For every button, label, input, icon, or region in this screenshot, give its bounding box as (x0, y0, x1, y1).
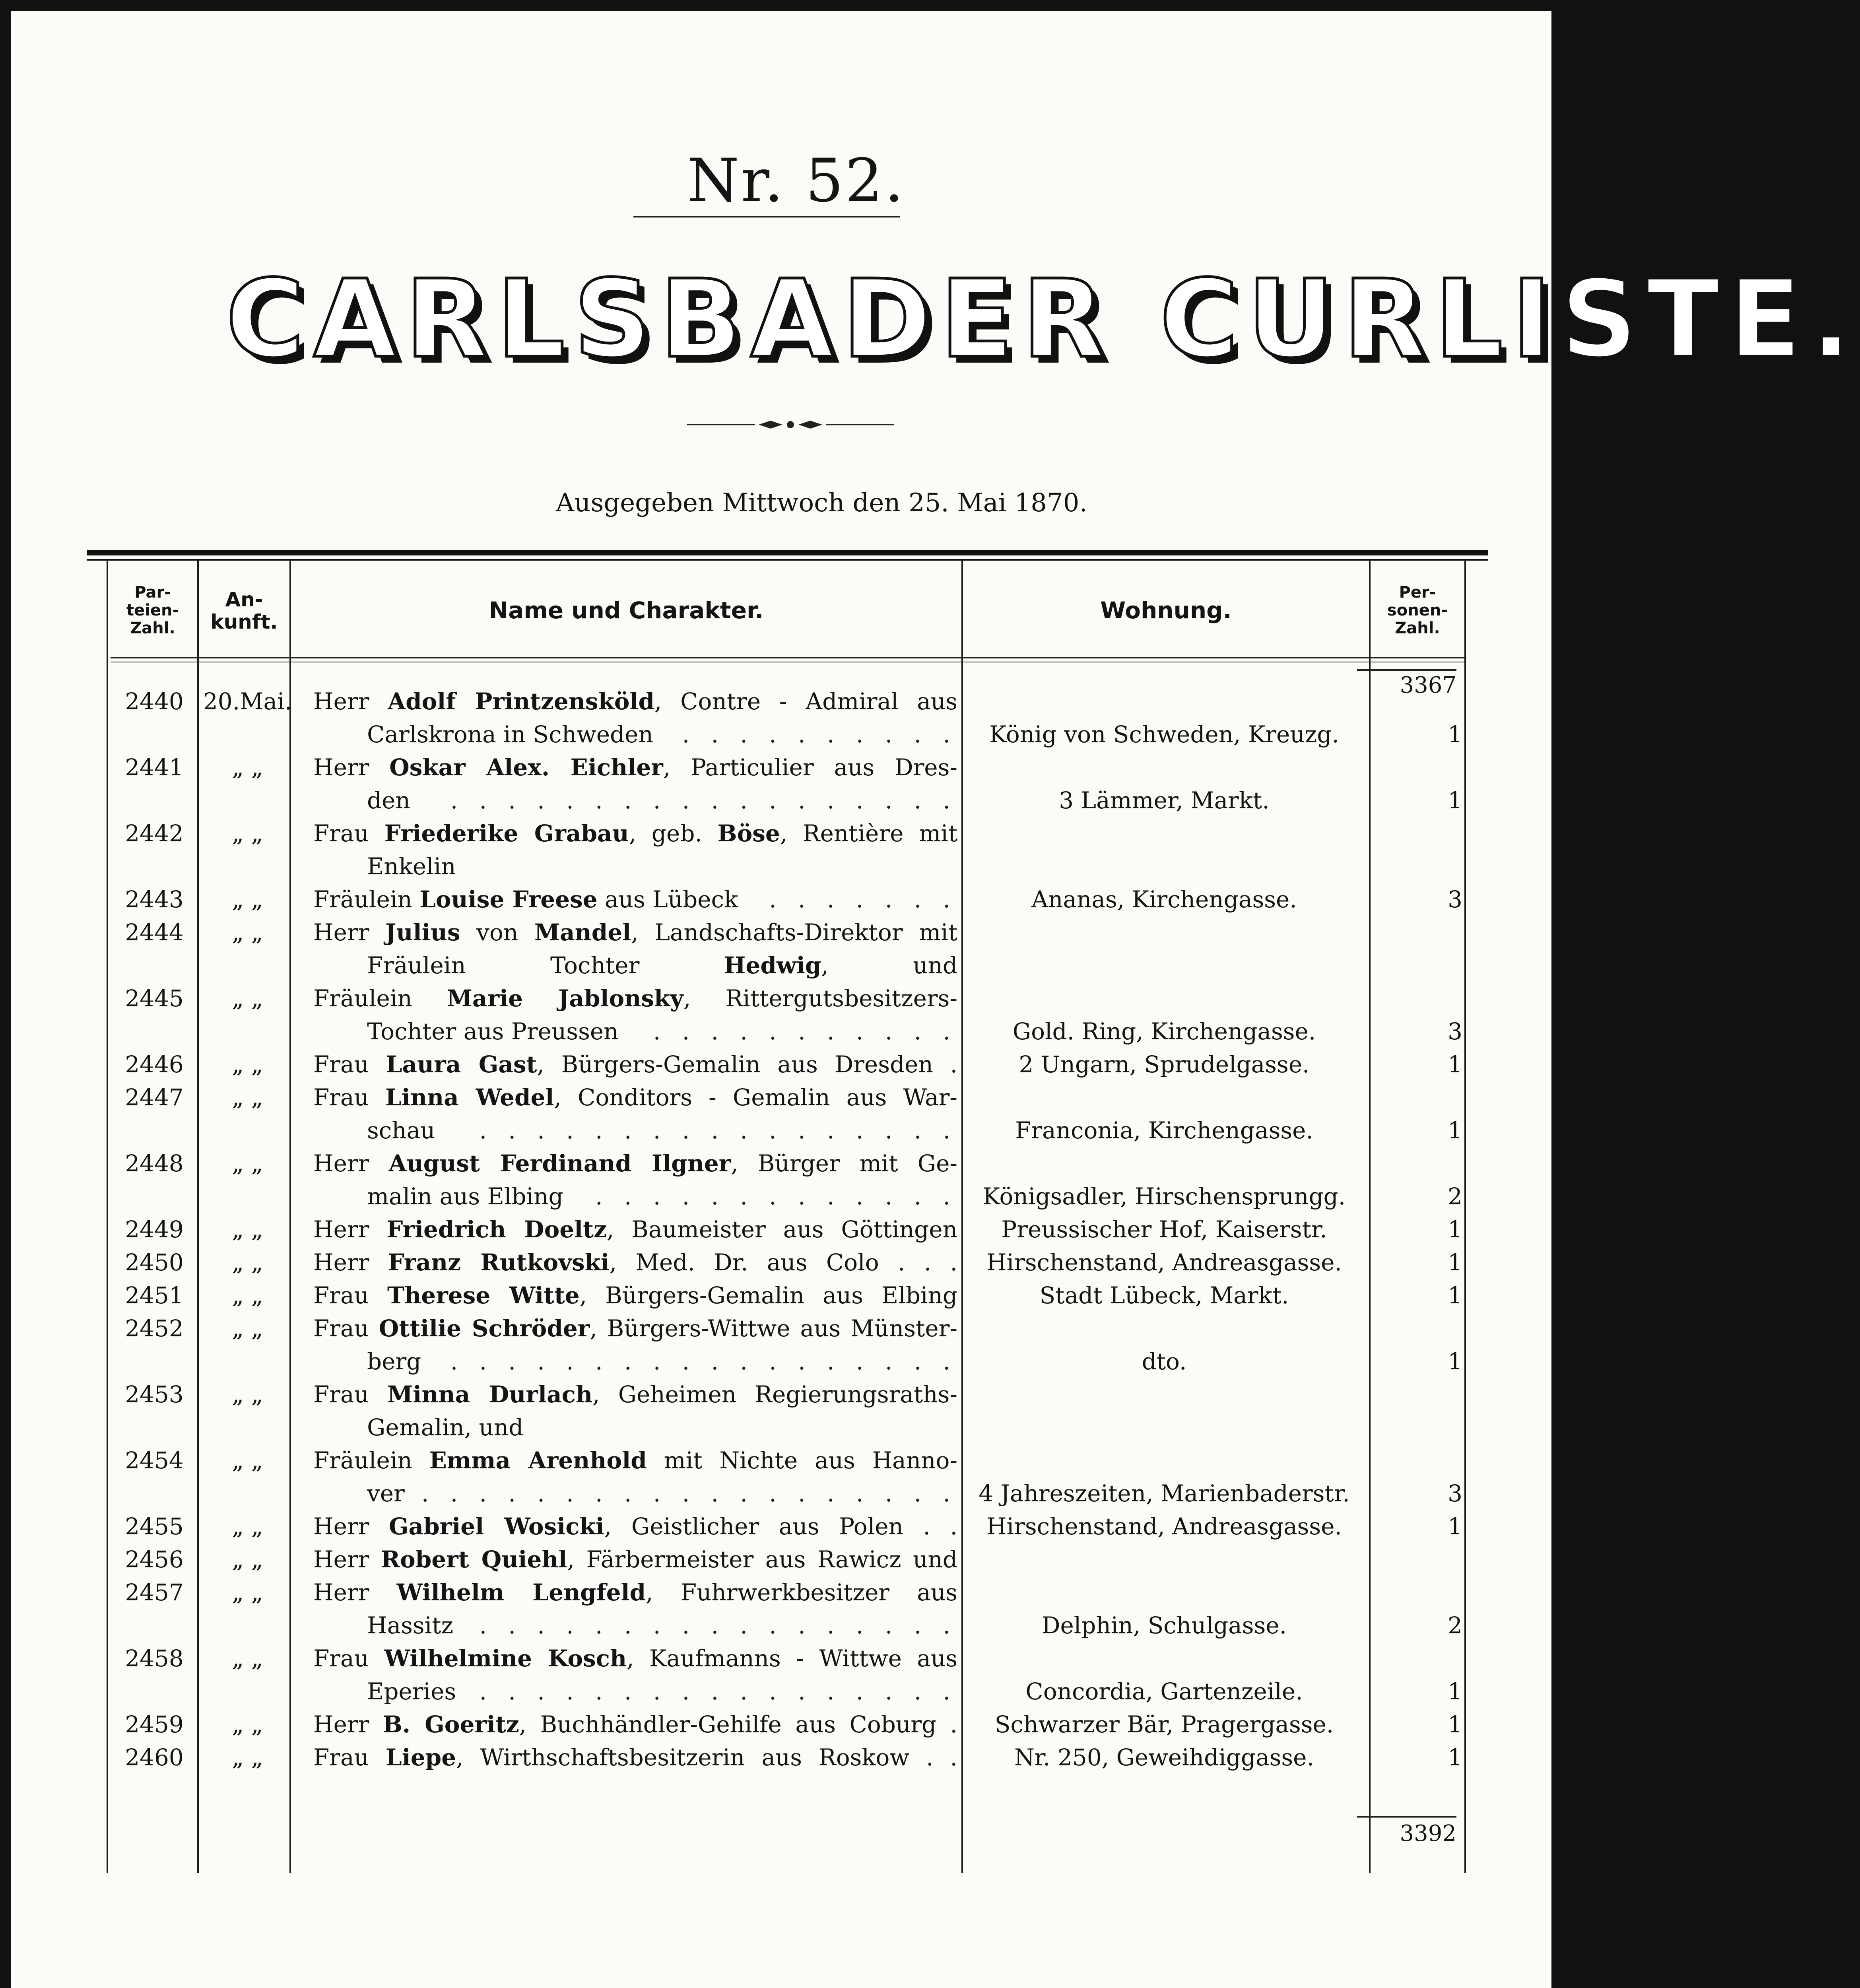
name-line (313, 817, 957, 850)
guest-title: Frau (313, 1084, 386, 1111)
guest-name-cell (313, 1279, 957, 1312)
guest-list (111, 685, 1470, 1774)
guest-description: , Contre - Admiral aus (654, 688, 957, 715)
guest-description: , Conditors - Gemalin aus War- (554, 1084, 958, 1111)
residence: Königsadler, Hirschensprungg. (982, 1183, 1346, 1210)
column-header-residence-label: Wohnung. (1100, 597, 1232, 624)
guest-title: Herr (313, 688, 388, 715)
guest-name-cell (313, 982, 957, 1048)
name-line (313, 1180, 957, 1213)
guest-name-cell (313, 883, 957, 916)
arrival-date: „ „ (232, 1084, 263, 1111)
residence: Stadt Lübeck, Markt. (1039, 1282, 1289, 1309)
residence: 4 Jahreszeiten, Marienbaderstr. (979, 1480, 1350, 1507)
column-header-party-number-label: Par- teien- Zahl. (126, 583, 179, 637)
party-number: 2453 (125, 1381, 184, 1408)
guest-title: Herr (313, 919, 386, 946)
table-row (111, 1642, 1470, 1708)
guest-description: , Bürgers-Wittwe aus Münster- (590, 1315, 957, 1342)
residence: König von Schweden, Kreuzg. (989, 721, 1339, 748)
guest-name: Julius (385, 919, 460, 946)
grand-total: 3392 (1357, 1816, 1456, 1846)
guest-description: , Buchhändler-Gehilfe aus Coburg . (519, 1711, 957, 1738)
guest-description: , Färbermeister aus Rawicz und (567, 1546, 957, 1573)
name-line (313, 1477, 957, 1510)
arrival-date: „ „ (232, 754, 263, 781)
party-number: 2456 (125, 1546, 184, 1573)
table-row (111, 751, 1470, 817)
guest-name-cell (313, 1576, 957, 1642)
residence: Nr. 250, Geweihdiggasse. (1014, 1744, 1314, 1771)
leader-dots: . . . . . . . . . . . . . . . . . (476, 1609, 957, 1642)
name-line (313, 1147, 957, 1180)
guest-name: Franz Rutkovski (388, 1249, 610, 1276)
table-row (111, 1048, 1470, 1081)
name-line (313, 883, 957, 916)
guest-name: Therese Witte (387, 1282, 580, 1309)
guest-name-cell (313, 1741, 957, 1774)
guest-name: August Ferdinand Ilgner (388, 1150, 731, 1177)
guest-name: Gabriel Wosicki (388, 1513, 604, 1540)
name-line (313, 1411, 957, 1444)
column-header-arrival (199, 566, 289, 655)
arrival-date: „ „ (232, 1546, 263, 1573)
table-row (111, 1279, 1470, 1312)
name-line (313, 1708, 957, 1741)
residence: Franconia, Kirchengasse. (1015, 1117, 1313, 1144)
person-count: 1 (1448, 721, 1462, 748)
name-line (313, 1312, 957, 1345)
column-header-name (291, 566, 961, 655)
party-number: 2444 (125, 919, 184, 946)
residence: Concordia, Gartenzeile. (1025, 1678, 1303, 1705)
guest-description: , Rittergutsbesitzers- (683, 985, 957, 1012)
party-number: 2443 (125, 886, 184, 913)
guest-name-cell (313, 751, 957, 817)
leader-dots: . . . . . . . . . . . . . . . . . . (447, 784, 957, 817)
guest-name-cell (313, 1543, 957, 1576)
guest-name-cell (313, 1510, 957, 1543)
name-line (313, 1675, 957, 1708)
guest-description: , Kaufmanns - Wittwe aus (627, 1645, 957, 1672)
residence: Ananas, Kirchengasse. (1031, 886, 1297, 913)
leader-dots: . . . . . . . (765, 883, 957, 916)
guest-name-cell (313, 1312, 957, 1378)
arrival-date: „ „ (232, 886, 263, 913)
guest-title: Frau (313, 1315, 379, 1342)
guest-name: Hedwig (724, 952, 821, 979)
guest-description: mit Nichte aus Hanno- (647, 1447, 957, 1474)
person-count: 1 (1448, 1282, 1462, 1309)
name-line (313, 949, 957, 982)
header-rule (111, 657, 1466, 658)
guest-name: B. Goeritz (382, 1711, 519, 1738)
guest-description: , Geistlicher aus Polen . . (604, 1513, 957, 1540)
guest-name-cell (313, 1708, 957, 1741)
person-count: 1 (1448, 1711, 1462, 1738)
arrival-date: „ „ (232, 1249, 263, 1276)
party-number: 2459 (125, 1711, 184, 1738)
guest-description: , Med. Dr. aus Colo . . . (609, 1249, 957, 1276)
guest-description: , Wirthschaftsbesitzerin aus Roskow . . (456, 1744, 957, 1771)
guest-description: , Fuhrwerkbesitzer aus (646, 1579, 957, 1606)
party-number: 2457 (125, 1579, 184, 1606)
name-line (313, 1213, 957, 1246)
guest-name: Robert Quiehl (381, 1546, 567, 1573)
person-count: 1 (1448, 1216, 1462, 1243)
name-line (313, 685, 957, 718)
guest-name: Friedrich Doeltz (386, 1216, 607, 1243)
guest-title: Frau (313, 1744, 386, 1771)
name-text: Eperies (367, 1678, 456, 1705)
person-count: 2 (1448, 1183, 1462, 1210)
guest-description: , Particulier aus Dres- (663, 754, 957, 781)
table-row (111, 685, 1470, 751)
guest-description: , Baumeister aus Göttingen (606, 1216, 957, 1243)
name-text: ver (367, 1480, 405, 1507)
guest-title: Fräulein (313, 886, 420, 913)
guest-title: Fräulein (313, 985, 447, 1012)
guest-name: Wilhelmine Kosch (384, 1645, 627, 1672)
guest-name: Minna Durlach (387, 1381, 593, 1408)
party-number: 2447 (125, 1084, 184, 1111)
column-header-party-number (108, 566, 197, 655)
guest-name: Adolf Printzensköld (388, 688, 655, 715)
guest-description: von (460, 919, 534, 946)
name-line (313, 1543, 957, 1576)
guest-name: Marie Jablonsky (447, 985, 683, 1012)
issue-number: Nr. 52. (687, 146, 905, 215)
guest-title: Frau (313, 1282, 387, 1309)
name-text: Hassitz (367, 1612, 454, 1639)
person-count: 1 (1448, 1744, 1462, 1771)
table-row (111, 883, 1470, 916)
residence: dto. (1142, 1348, 1187, 1375)
name-line (313, 784, 957, 817)
table-row (111, 1081, 1470, 1147)
guest-title: Herr (313, 1249, 388, 1276)
table-top-rule-thin (87, 559, 1488, 561)
guest-description: , Bürgers-Gemalin aus Elbing (579, 1282, 957, 1309)
guest-name-cell (313, 1246, 957, 1279)
name-line (313, 751, 957, 784)
guest-title: Herr (313, 1711, 383, 1738)
person-count: 1 (1448, 1678, 1462, 1705)
guest-name: Wilhelm Lengfeld (396, 1579, 646, 1606)
guest-title: Frau (313, 1381, 388, 1408)
guest-name-cell (313, 685, 957, 751)
arrival-date: „ „ (232, 1051, 263, 1078)
arrival-date: „ „ (232, 1579, 263, 1606)
name-line (313, 982, 957, 1015)
arrival-date: „ „ (232, 1381, 263, 1408)
name-line (313, 1642, 957, 1675)
guest-name-cell (313, 1147, 957, 1213)
arrival-date: „ „ (232, 1513, 263, 1540)
name-line (313, 1345, 957, 1378)
name-text: schau (367, 1117, 435, 1144)
party-number: 2450 (125, 1249, 184, 1276)
table-row (111, 1444, 1470, 1510)
table-row (111, 1510, 1470, 1543)
residence: Schwarzer Bär, Pragergasse. (994, 1711, 1334, 1738)
guest-title: Herr (313, 1150, 389, 1177)
guest-title: Frau (313, 1645, 384, 1672)
table-top-rule (87, 550, 1488, 555)
leader-dots: . . . . . . . . . . . . . . . . . . (447, 1345, 957, 1378)
arrival-date: „ „ (232, 1645, 263, 1672)
column-header-persons-label: Per- sonen- Zahl. (1387, 583, 1448, 637)
guest-name: Ottilie Schröder (379, 1315, 590, 1342)
guest-name-cell (313, 1444, 957, 1510)
residence: Delphin, Schulgasse. (1041, 1612, 1287, 1639)
party-number: 2455 (125, 1513, 184, 1540)
guest-description: aus Lübeck (597, 886, 738, 913)
column-header-persons (1371, 566, 1464, 655)
leader-dots: . . . . . . . . . . . (649, 1015, 957, 1048)
guest-name-cell (313, 1378, 957, 1444)
guest-name: Linna Wedel (385, 1084, 554, 1111)
name-text: den (367, 787, 410, 814)
name-text: malin aus Elbing (367, 1183, 563, 1210)
guest-name: Louise Freese (419, 886, 598, 913)
party-number: 2460 (125, 1744, 184, 1771)
table-row (111, 1576, 1470, 1642)
person-count: 2 (1448, 1612, 1462, 1639)
arrival-date: „ „ (232, 1711, 263, 1738)
name-line (313, 1114, 957, 1147)
table-row (111, 1378, 1470, 1444)
person-count: 3 (1448, 1480, 1462, 1507)
leader-dots: . . . . . . . . . . (678, 718, 957, 751)
person-count: 1 (1448, 787, 1462, 814)
person-count: 1 (1448, 1051, 1462, 1078)
name-text: berg (367, 1348, 421, 1375)
person-count: 1 (1448, 1249, 1462, 1276)
name-text: Carlskrona in Schweden (367, 721, 653, 748)
residence: 3 Lämmer, Markt. (1059, 787, 1270, 814)
guest-description: , und (821, 952, 957, 979)
guest-title: Frau (313, 820, 384, 847)
name-text: Fräulein Tochter (367, 952, 724, 979)
masthead-title: CARLSBADER CURLISTE. (226, 256, 1860, 382)
table-row (111, 817, 1470, 883)
guest-description: , geb. (629, 820, 718, 847)
guest-name: Laura Gast (386, 1051, 537, 1078)
name-line (313, 850, 957, 883)
party-number: 2458 (125, 1645, 184, 1672)
name-text: Gemalin, und (367, 1414, 524, 1441)
guest-name-cell (313, 1642, 957, 1708)
party-number: 2440 (125, 688, 184, 715)
arrival-date: „ „ (232, 919, 263, 946)
name-line (313, 1576, 957, 1609)
name-line (313, 718, 957, 751)
table-row (111, 1213, 1470, 1246)
residence: Hirschenstand, Andreasgasse. (986, 1249, 1342, 1276)
person-count: 3 (1448, 886, 1462, 913)
name-line (313, 916, 957, 949)
table-border-left (107, 561, 108, 1873)
party-number: 2446 (125, 1051, 184, 1078)
guest-description: , Geheimen Regierungsraths- (592, 1381, 958, 1408)
guest-name-cell (313, 1048, 957, 1081)
name-line (313, 1048, 957, 1081)
table-row (111, 1147, 1470, 1213)
party-number: 2441 (125, 754, 184, 781)
table-row (111, 916, 1470, 982)
guest-name: Mandel (534, 919, 631, 946)
person-count: 1 (1448, 1513, 1462, 1540)
name-line (313, 1378, 957, 1411)
name-line (313, 1279, 957, 1312)
guest-name-cell (313, 1213, 957, 1246)
party-number: 2449 (125, 1216, 184, 1243)
arrival-date: „ „ (232, 1447, 263, 1474)
residence: Preussischer Hof, Kaiserstr. (1001, 1216, 1327, 1243)
party-number: 2445 (125, 985, 184, 1012)
guest-title: Fräulein (313, 1447, 429, 1474)
residence: Gold. Ring, Kirchengasse. (1012, 1018, 1316, 1045)
guest-name: Friederike Grabau (384, 820, 629, 847)
arrival-date: „ „ (232, 985, 263, 1012)
name-line (313, 1015, 957, 1048)
party-number: 2454 (125, 1447, 184, 1474)
party-number: 2442 (125, 820, 184, 847)
arrival-date: „ „ (232, 1282, 263, 1309)
party-number: 2448 (125, 1150, 184, 1177)
carried-total: 3367 (1357, 669, 1456, 698)
guest-title: Frau (313, 1051, 386, 1078)
table-row (111, 1312, 1470, 1378)
ornament-divider (687, 417, 894, 433)
name-text: Enkelin (367, 853, 456, 880)
guest-name-cell (313, 1081, 957, 1147)
guest-name: Oskar Alex. Eichler (389, 754, 663, 781)
table-row (111, 1246, 1470, 1279)
guest-description: , Bürger mit Ge- (731, 1150, 957, 1177)
party-number: 2452 (125, 1315, 184, 1342)
name-line (313, 1081, 957, 1114)
table-row (111, 1543, 1470, 1576)
column-header-arrival-label: An- kunft. (210, 588, 278, 633)
guest-description: , Rentière mit (780, 820, 958, 847)
arrival-date: „ „ (232, 1315, 263, 1342)
guest-description: , Bürgers-Gemalin aus Dresden . (537, 1051, 958, 1078)
residence: 2 Ungarn, Sprudelgasse. (1019, 1051, 1310, 1078)
party-number: 2451 (125, 1282, 184, 1309)
table-row (111, 1708, 1470, 1741)
name-line (313, 1609, 957, 1642)
leader-dots: . . . . . . . . . . . . . . . . . (476, 1114, 957, 1147)
guest-name: Emma Arenhold (429, 1447, 647, 1474)
issue-date: Ausgegeben Mittwoch den 25. Mai 1870. (556, 488, 1087, 518)
person-count: 1 (1448, 1117, 1462, 1144)
guest-name: Böse (717, 820, 780, 847)
residence: Hirschenstand, Andreasgasse. (986, 1513, 1342, 1540)
leader-dots: . . . . . . . . . . . . . . . . . (476, 1675, 957, 1708)
guest-name: Liepe (385, 1744, 456, 1771)
guest-title: Herr (313, 1216, 387, 1243)
arrival-date: „ „ (232, 820, 263, 847)
curliste-page (11, 11, 1860, 1988)
guest-title: Herr (313, 1546, 381, 1573)
guest-title: Herr (313, 1513, 389, 1540)
name-line (313, 1510, 957, 1543)
arrival-date: „ „ (232, 1216, 263, 1243)
name-line (313, 1246, 957, 1279)
table-row (111, 982, 1470, 1048)
person-count: 3 (1448, 1018, 1462, 1045)
name-line (313, 1444, 957, 1477)
issue-number-rule (633, 216, 900, 217)
name-line (313, 1741, 957, 1774)
arrival-date: 20.Mai. (203, 688, 292, 715)
guest-name-cell (313, 916, 957, 982)
guest-title: Herr (313, 754, 390, 781)
column-header-name-label: Name und Charakter. (489, 597, 764, 624)
guest-name-cell (313, 817, 957, 883)
guest-title: Herr (313, 1579, 397, 1606)
name-text: Tochter aus Preussen (367, 1018, 619, 1045)
column-header-residence (963, 566, 1369, 655)
guest-description: , Landschafts-Direktor mit (631, 919, 957, 946)
table-row (111, 1741, 1470, 1774)
leader-dots: . . . . . . . . . . . . . (591, 1180, 957, 1213)
arrival-date: „ „ (232, 1744, 263, 1771)
leader-dots: . . . . . . . . . . . . . . . . . . . (417, 1477, 957, 1510)
arrival-date: „ „ (232, 1150, 263, 1177)
person-count: 1 (1448, 1348, 1462, 1375)
